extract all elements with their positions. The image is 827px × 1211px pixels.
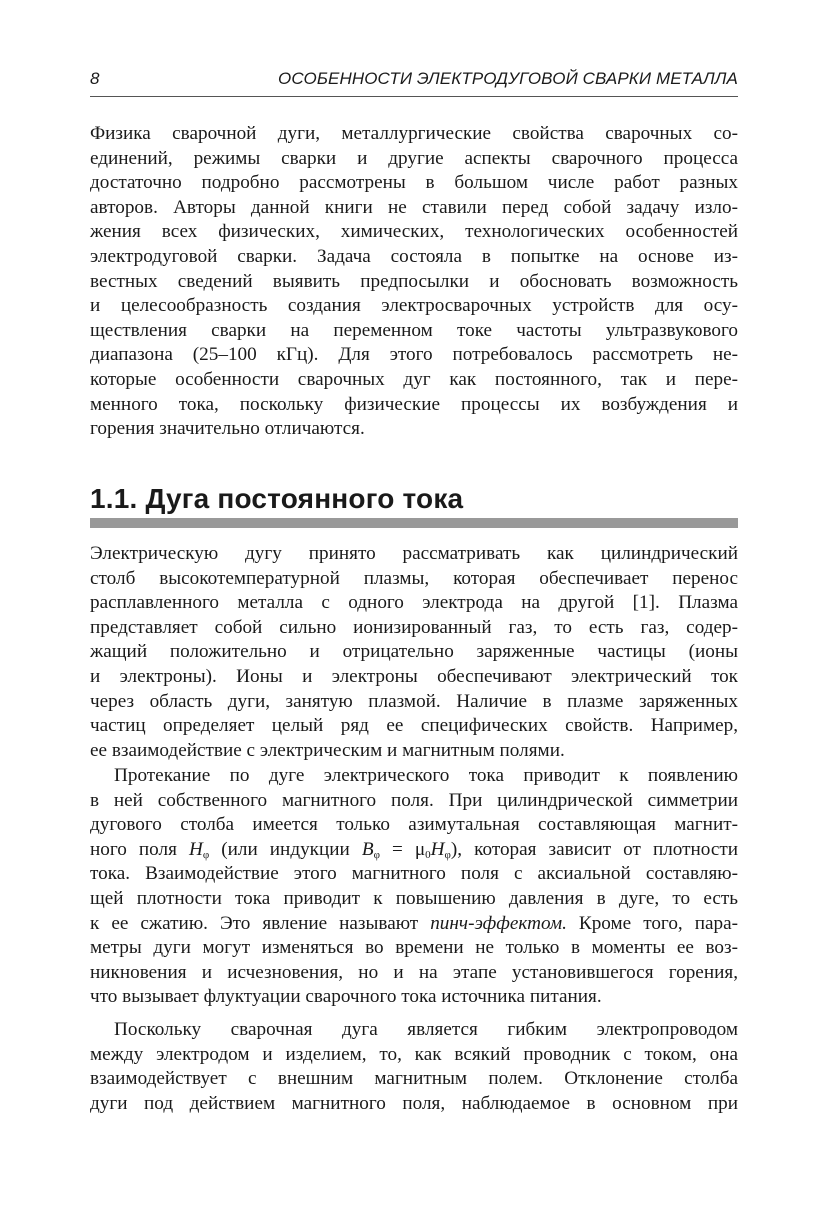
text-line: взаимодействует с внешним магнитным полем. Отклонение столба: [90, 1068, 738, 1090]
text-line: Электрическую дугу принято рассматривать как цилиндрический: [90, 543, 738, 564]
text-line: диапазона (25–100 кГц). Для этого потребовалось рассмотреть не-: [90, 344, 738, 366]
text-line: жения всех физических, химических, технологических особенностей: [90, 221, 738, 243]
symbol-h: H: [430, 838, 445, 860]
text-line: достаточно подробно рассмотрены в большом числе работ разных: [90, 172, 738, 194]
text-line: Физика сварочной дуги, металлургические свойства сварочных со-: [90, 123, 738, 144]
text-line: Поскольку сварочная дуга является гибким электропроводом: [114, 1019, 738, 1040]
text-line: дуги под действием магнитного поля, наблюдаемое в основном при: [90, 1092, 738, 1114]
text-line: тока. Взаимодействие этого магнитного поля с аксиальной составляю-: [90, 863, 738, 885]
paragraph-2: [90, 764, 738, 1010]
running-title: ОСОБЕННОСТИ ЭЛЕКТРОДУГОВОЙ СВАРКИ МЕТАЛЛА: [278, 69, 738, 88]
text-line: ществления сварки на переменном токе частоты ультразвукового: [90, 319, 738, 341]
text-segment: ного поля: [90, 838, 189, 860]
section-heading: [90, 482, 738, 528]
text-line: горения значительно отличаются.: [90, 418, 365, 440]
text-segment: (или индукции: [209, 838, 362, 860]
text-line: щей плотности тока приводит к повышению давления в дуге, то есть: [90, 887, 738, 909]
text-line: менного тока, поскольку физические процессы их возбуждения и: [90, 393, 738, 415]
text-line: никновения и исчезновения, но и на этапе установившегося горения,: [90, 961, 738, 983]
text-line: метры дуги могут изменяться во времени не только в моменты ее воз-: [90, 937, 738, 959]
text-line: единений, режимы сварки и другие аспекты сварочного процесса: [90, 147, 738, 169]
text-line: и целесообразность создания электросварочных устройств для осу-: [90, 295, 738, 317]
intro-paragraph: [90, 122, 738, 442]
page-number: 8: [90, 69, 100, 88]
subscript-phi: φ: [373, 848, 380, 861]
heading-rule: [90, 518, 738, 528]
text-line: представляет собой сильно ионизированный газ, то есть газ, содер-: [90, 616, 738, 638]
text-line: частиц определяет целый ряд ее специфических свойств. Например,: [90, 715, 738, 737]
subscript-zero: 0: [425, 848, 431, 861]
text-line: авторов. Авторы данной книги не ставили перед собой задачу изло-: [90, 196, 738, 218]
symbol-b: B: [361, 838, 374, 860]
text-line: через область дуги, занятую плазмой. Наличие в плазме заряженных: [90, 690, 738, 712]
text-line: расплавленного металла с одного электрода на другой [1]. Плазма: [90, 592, 738, 614]
text-segment: ), которая зависит от плотности: [450, 838, 739, 860]
symbol-h: H: [188, 838, 203, 860]
text-line: что вызывает флуктуации сварочного тока источника питания.: [90, 986, 602, 1008]
section-title: 1.1. Дуга постоянного тока: [90, 483, 464, 514]
text-line: жащий положительно и отрицательно заряженные частицы (ионы: [90, 641, 738, 663]
subscript-phi: φ: [444, 848, 451, 861]
subscript-phi: φ: [202, 848, 210, 861]
text-line: в ней собственного магнитного поля. При цилиндрической симметрии: [90, 789, 738, 811]
text-line: электродуговой сварки. Задача состояла в попытке на основе из-: [90, 245, 738, 267]
text-line: между электродом и изделием, то, как всякий проводник с током, она: [90, 1043, 738, 1065]
text-line: ее взаимодействие с электрическим и магнитным полями.: [90, 739, 565, 761]
text-line: и электроны). Ионы и электроны обеспечивают электрический ток: [90, 665, 738, 687]
text-line-formula: [90, 838, 738, 863]
text-line: столб высокотемпературной плазмы, которая обеспечивает перенос: [90, 567, 738, 589]
text-line: Протекание по дуге электрического тока приводит к появлению: [114, 765, 738, 786]
text-line: дугового столба имеется только азимутальная составляющая магнит-: [90, 814, 738, 836]
paragraph-3: [90, 1018, 738, 1116]
text-line: которые особенности сварочных дуг как постоянного, так и пере-: [90, 368, 738, 390]
text-line: вестных сведений выявить предпосылки и обосновать возможность: [90, 270, 738, 292]
text-segment: Кроме того, пара-: [566, 912, 738, 934]
pinch-effect-term: пинч-эффектом.: [430, 912, 567, 934]
text-segment: к ее сжатию. Это явление называют: [90, 912, 431, 934]
running-header: [90, 66, 738, 97]
text-line-term: [90, 912, 738, 937]
text-segment: = μ: [379, 838, 426, 860]
paragraph-1: [90, 542, 738, 763]
